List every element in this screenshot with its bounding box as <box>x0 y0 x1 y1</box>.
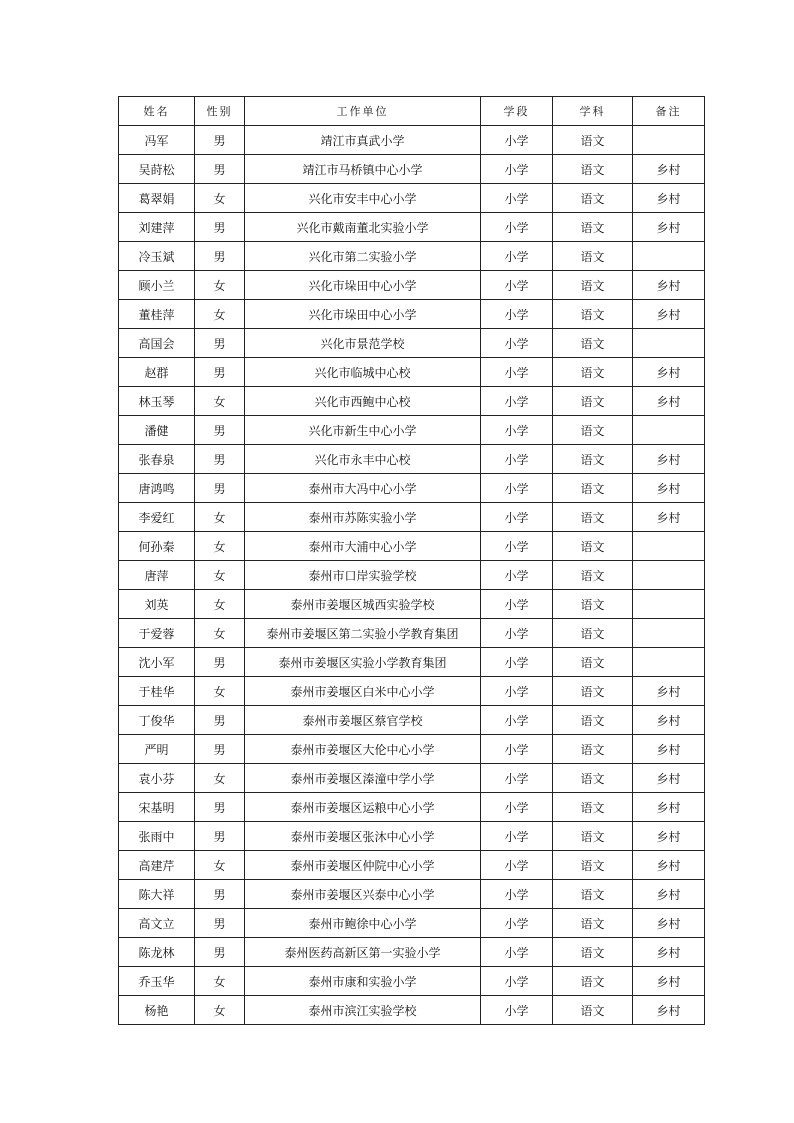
cell-subject: 语文 <box>553 967 633 996</box>
cell-name: 陈大祥 <box>119 880 195 909</box>
cell-unit: 泰州市姜堰区实验小学教育集团 <box>245 648 481 677</box>
cell-subject: 语文 <box>553 271 633 300</box>
table-row <box>119 938 705 967</box>
cell-subject: 语文 <box>553 561 633 590</box>
header-unit: 工作单位 <box>245 97 481 126</box>
cell-sex: 女 <box>195 561 245 590</box>
cell-sex: 男 <box>195 155 245 184</box>
table-row <box>119 648 705 677</box>
cell-stage: 小学 <box>481 416 553 445</box>
cell-name: 潘健 <box>119 416 195 445</box>
cell-note <box>633 532 705 561</box>
cell-unit: 泰州市大浦中心小学 <box>245 532 481 561</box>
cell-stage: 小学 <box>481 967 553 996</box>
table-row <box>119 590 705 619</box>
cell-unit: 兴化市第二实验小学 <box>245 242 481 271</box>
cell-unit: 兴化市新生中心小学 <box>245 416 481 445</box>
cell-sex: 男 <box>195 329 245 358</box>
cell-stage: 小学 <box>481 851 553 880</box>
cell-note: 乡村 <box>633 880 705 909</box>
cell-unit: 泰州市姜堰区运粮中心小学 <box>245 793 481 822</box>
cell-note: 乡村 <box>633 213 705 242</box>
cell-note: 乡村 <box>633 155 705 184</box>
header-sex: 性别 <box>195 97 245 126</box>
cell-sex: 男 <box>195 880 245 909</box>
table-row <box>119 967 705 996</box>
cell-sex: 男 <box>195 358 245 387</box>
cell-note: 乡村 <box>633 184 705 213</box>
cell-note: 乡村 <box>633 706 705 735</box>
cell-subject: 语文 <box>553 851 633 880</box>
cell-name: 高文立 <box>119 909 195 938</box>
cell-stage: 小学 <box>481 358 553 387</box>
cell-unit: 兴化市安丰中心小学 <box>245 184 481 213</box>
cell-sex: 女 <box>195 996 245 1025</box>
table-row <box>119 474 705 503</box>
cell-stage: 小学 <box>481 619 553 648</box>
cell-sex: 女 <box>195 184 245 213</box>
table-row <box>119 880 705 909</box>
cell-unit: 泰州市姜堰区仲院中心小学 <box>245 851 481 880</box>
cell-sex: 女 <box>195 503 245 532</box>
cell-name: 赵群 <box>119 358 195 387</box>
cell-subject: 语文 <box>553 735 633 764</box>
table-row <box>119 851 705 880</box>
cell-subject: 语文 <box>553 590 633 619</box>
cell-name: 沈小军 <box>119 648 195 677</box>
cell-note: 乡村 <box>633 764 705 793</box>
cell-name: 乔玉华 <box>119 967 195 996</box>
cell-unit: 兴化市景范学校 <box>245 329 481 358</box>
cell-subject: 语文 <box>553 503 633 532</box>
table-row <box>119 909 705 938</box>
cell-unit: 泰州市鲍徐中心小学 <box>245 909 481 938</box>
cell-unit: 泰州市滨江实验学校 <box>245 996 481 1025</box>
cell-unit: 靖江市真武小学 <box>245 126 481 155</box>
cell-name: 林玉琴 <box>119 387 195 416</box>
cell-sex: 女 <box>195 532 245 561</box>
table-row <box>119 387 705 416</box>
cell-name: 唐鸿鸣 <box>119 474 195 503</box>
table-row <box>119 822 705 851</box>
cell-name: 刘英 <box>119 590 195 619</box>
cell-stage: 小学 <box>481 561 553 590</box>
cell-subject: 语文 <box>553 358 633 387</box>
cell-sex: 女 <box>195 619 245 648</box>
table-row <box>119 155 705 184</box>
cell-stage: 小学 <box>481 300 553 329</box>
cell-stage: 小学 <box>481 938 553 967</box>
cell-unit: 靖江市马桥镇中心小学 <box>245 155 481 184</box>
table-row <box>119 445 705 474</box>
cell-sex: 男 <box>195 938 245 967</box>
table-row <box>119 619 705 648</box>
table-row <box>119 300 705 329</box>
table-row <box>119 358 705 387</box>
header-name: 姓名 <box>119 97 195 126</box>
header-row <box>119 97 705 126</box>
cell-sex: 男 <box>195 126 245 155</box>
table-row <box>119 706 705 735</box>
cell-unit: 泰州市康和实验小学 <box>245 967 481 996</box>
cell-subject: 语文 <box>553 474 633 503</box>
cell-name: 刘建萍 <box>119 213 195 242</box>
cell-sex: 男 <box>195 242 245 271</box>
cell-subject: 语文 <box>553 387 633 416</box>
cell-name: 宋基明 <box>119 793 195 822</box>
cell-subject: 语文 <box>553 532 633 561</box>
cell-unit: 兴化市临城中心校 <box>245 358 481 387</box>
cell-stage: 小学 <box>481 880 553 909</box>
cell-note: 乡村 <box>633 851 705 880</box>
cell-unit: 泰州市姜堰区溱潼中学小学 <box>245 764 481 793</box>
cell-name: 唐萍 <box>119 561 195 590</box>
cell-name: 吴莳松 <box>119 155 195 184</box>
cell-note: 乡村 <box>633 358 705 387</box>
cell-name: 于爱蓉 <box>119 619 195 648</box>
cell-note: 乡村 <box>633 938 705 967</box>
cell-unit: 泰州市姜堰区第二实验小学教育集团 <box>245 619 481 648</box>
cell-unit: 泰州市姜堰区张沐中心小学 <box>245 822 481 851</box>
cell-sex: 女 <box>195 271 245 300</box>
cell-stage: 小学 <box>481 532 553 561</box>
cell-subject: 语文 <box>553 126 633 155</box>
cell-note: 乡村 <box>633 735 705 764</box>
cell-stage: 小学 <box>481 677 553 706</box>
cell-name: 杨艳 <box>119 996 195 1025</box>
cell-note: 乡村 <box>633 967 705 996</box>
cell-stage: 小学 <box>481 822 553 851</box>
cell-subject: 语文 <box>553 822 633 851</box>
cell-note <box>633 126 705 155</box>
cell-sex: 男 <box>195 822 245 851</box>
cell-sex: 男 <box>195 793 245 822</box>
cell-stage: 小学 <box>481 271 553 300</box>
cell-name: 高国会 <box>119 329 195 358</box>
cell-subject: 语文 <box>553 300 633 329</box>
table-row <box>119 561 705 590</box>
cell-subject: 语文 <box>553 938 633 967</box>
cell-sex: 女 <box>195 851 245 880</box>
cell-unit: 泰州市姜堰区白米中心小学 <box>245 677 481 706</box>
cell-note: 乡村 <box>633 474 705 503</box>
cell-note: 乡村 <box>633 387 705 416</box>
cell-sex: 女 <box>195 300 245 329</box>
cell-stage: 小学 <box>481 242 553 271</box>
cell-subject: 语文 <box>553 909 633 938</box>
cell-subject: 语文 <box>553 677 633 706</box>
cell-stage: 小学 <box>481 648 553 677</box>
cell-note <box>633 416 705 445</box>
cell-unit: 兴化市永丰中心校 <box>245 445 481 474</box>
cell-stage: 小学 <box>481 996 553 1025</box>
header-note: 备注 <box>633 97 705 126</box>
cell-subject: 语文 <box>553 880 633 909</box>
cell-unit: 兴化市戴南董北实验小学 <box>245 213 481 242</box>
cell-unit: 泰州市姜堰区城西实验学校 <box>245 590 481 619</box>
table-row <box>119 793 705 822</box>
cell-subject: 语文 <box>553 213 633 242</box>
table-row <box>119 996 705 1025</box>
cell-name: 于桂华 <box>119 677 195 706</box>
cell-note <box>633 619 705 648</box>
cell-note: 乡村 <box>633 445 705 474</box>
cell-subject: 语文 <box>553 445 633 474</box>
table-row <box>119 532 705 561</box>
cell-stage: 小学 <box>481 793 553 822</box>
cell-subject: 语文 <box>553 155 633 184</box>
cell-subject: 语文 <box>553 764 633 793</box>
cell-sex: 男 <box>195 213 245 242</box>
table-body <box>119 126 705 1025</box>
table-row <box>119 735 705 764</box>
cell-name: 顾小兰 <box>119 271 195 300</box>
cell-sex: 男 <box>195 706 245 735</box>
table-row <box>119 126 705 155</box>
table-row <box>119 764 705 793</box>
cell-stage: 小学 <box>481 126 553 155</box>
cell-name: 冷玉斌 <box>119 242 195 271</box>
header-subject: 学科 <box>553 97 633 126</box>
cell-stage: 小学 <box>481 387 553 416</box>
cell-sex: 男 <box>195 735 245 764</box>
cell-sex: 男 <box>195 909 245 938</box>
cell-note: 乡村 <box>633 271 705 300</box>
cell-stage: 小学 <box>481 445 553 474</box>
cell-sex: 男 <box>195 648 245 677</box>
cell-subject: 语文 <box>553 416 633 445</box>
cell-stage: 小学 <box>481 909 553 938</box>
cell-stage: 小学 <box>481 213 553 242</box>
cell-subject: 语文 <box>553 706 633 735</box>
cell-unit: 泰州市大冯中心小学 <box>245 474 481 503</box>
cell-unit: 兴化市西鲍中心校 <box>245 387 481 416</box>
cell-note <box>633 242 705 271</box>
cell-subject: 语文 <box>553 793 633 822</box>
table-row <box>119 242 705 271</box>
cell-name: 陈龙林 <box>119 938 195 967</box>
cell-unit: 泰州市口岸实验学校 <box>245 561 481 590</box>
table-row <box>119 503 705 532</box>
cell-name: 冯军 <box>119 126 195 155</box>
table-row <box>119 271 705 300</box>
cell-unit: 兴化市垛田中心小学 <box>245 300 481 329</box>
cell-subject: 语文 <box>553 619 633 648</box>
teacher-roster-table <box>118 96 705 1025</box>
cell-subject: 语文 <box>553 648 633 677</box>
cell-note <box>633 648 705 677</box>
cell-name: 董桂萍 <box>119 300 195 329</box>
cell-name: 高建芹 <box>119 851 195 880</box>
cell-stage: 小学 <box>481 155 553 184</box>
cell-unit: 泰州市姜堰区兴泰中心小学 <box>245 880 481 909</box>
cell-name: 张春泉 <box>119 445 195 474</box>
cell-stage: 小学 <box>481 329 553 358</box>
cell-note: 乡村 <box>633 909 705 938</box>
cell-stage: 小学 <box>481 764 553 793</box>
cell-unit: 泰州市姜堰区蔡官学校 <box>245 706 481 735</box>
cell-note: 乡村 <box>633 793 705 822</box>
cell-name: 张雨中 <box>119 822 195 851</box>
cell-note: 乡村 <box>633 503 705 532</box>
cell-sex: 女 <box>195 590 245 619</box>
cell-stage: 小学 <box>481 590 553 619</box>
cell-note: 乡村 <box>633 300 705 329</box>
cell-note <box>633 329 705 358</box>
table-row <box>119 329 705 358</box>
cell-stage: 小学 <box>481 735 553 764</box>
cell-sex: 女 <box>195 764 245 793</box>
cell-stage: 小学 <box>481 184 553 213</box>
cell-note: 乡村 <box>633 996 705 1025</box>
cell-subject: 语文 <box>553 184 633 213</box>
cell-note: 乡村 <box>633 677 705 706</box>
cell-unit: 兴化市垛田中心小学 <box>245 271 481 300</box>
cell-sex: 男 <box>195 445 245 474</box>
table-row <box>119 213 705 242</box>
cell-note <box>633 590 705 619</box>
cell-subject: 语文 <box>553 996 633 1025</box>
cell-stage: 小学 <box>481 474 553 503</box>
cell-unit: 泰州市姜堰区大伦中心小学 <box>245 735 481 764</box>
cell-name: 袁小芬 <box>119 764 195 793</box>
cell-unit: 泰州市苏陈实验小学 <box>245 503 481 532</box>
table-row <box>119 184 705 213</box>
cell-sex: 男 <box>195 416 245 445</box>
cell-name: 葛翠娟 <box>119 184 195 213</box>
table-header <box>119 97 705 126</box>
cell-stage: 小学 <box>481 706 553 735</box>
cell-subject: 语文 <box>553 242 633 271</box>
cell-name: 丁俊华 <box>119 706 195 735</box>
cell-sex: 男 <box>195 474 245 503</box>
cell-sex: 女 <box>195 677 245 706</box>
table-row <box>119 416 705 445</box>
header-stage: 学段 <box>481 97 553 126</box>
table-row <box>119 677 705 706</box>
cell-stage: 小学 <box>481 503 553 532</box>
cell-sex: 女 <box>195 387 245 416</box>
cell-name: 严明 <box>119 735 195 764</box>
cell-note: 乡村 <box>633 822 705 851</box>
cell-name: 何孙秦 <box>119 532 195 561</box>
cell-sex: 女 <box>195 967 245 996</box>
cell-note <box>633 561 705 590</box>
cell-name: 李爱红 <box>119 503 195 532</box>
cell-subject: 语文 <box>553 329 633 358</box>
cell-unit: 泰州医药高新区第一实验小学 <box>245 938 481 967</box>
